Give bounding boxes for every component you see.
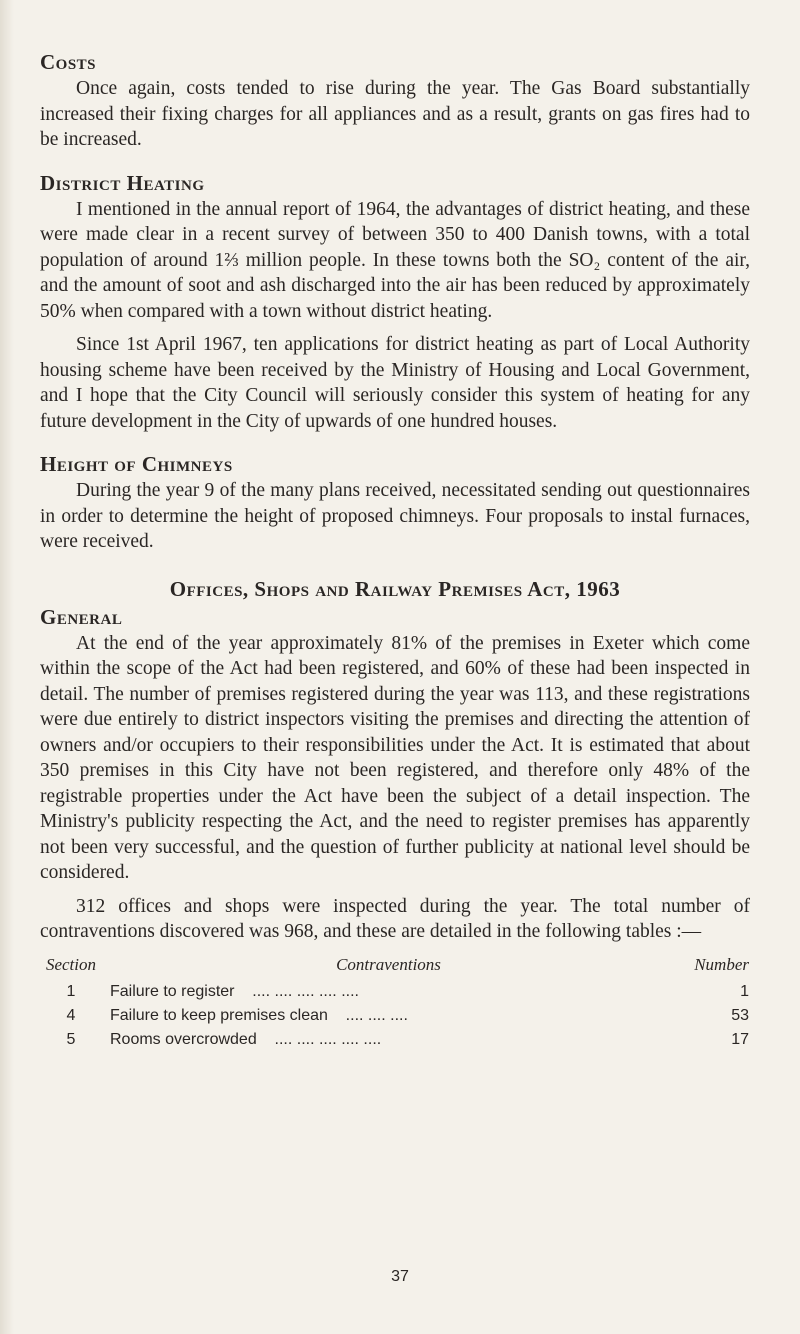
row-label: Failure to register xyxy=(110,982,235,1000)
para-district-heating-2: Since 1st April 1967, ten applications for district heating as part of Local Authority housing scheme have been received by the Ministry of Housing and Local Government, and I hope that the City Council will seriously consider this system of heating for any future development in the City of upwards of one hundred houses. xyxy=(40,334,750,432)
row-section: 1 xyxy=(66,982,76,1000)
para-costs: Once again, costs tended to rise during the year. The Gas Board substantially increased their fixing charges for all appliances and as a result, grants on gas fires had to be increased. xyxy=(40,78,750,150)
heading-offices-act: Offices, Shops and Railway Premises Act, 1963 xyxy=(169,576,621,601)
page-edge-shadow xyxy=(0,0,14,1334)
header-number: Number xyxy=(694,954,749,974)
page-number: 37 xyxy=(391,1268,409,1285)
para-district-heating-1: I mentioned in the annual report of 1964, the advantages of district heating, and these were made clear in a recent survey of between 350 to 400 Danish towns, with a total population of around 1⅔ million people. In these towns both the SO₂ content of the air, and the amount of soot and ash discharged into the air has been reduced by approximately 50% when compared with a town without district heating. xyxy=(40,198,750,322)
heading-costs: Costs xyxy=(40,50,97,74)
table-header-row xyxy=(40,953,750,980)
para-chimneys: During the year 9 of the many plans received, necessitated sending out questionnaires in order to determine the height of proposed chimneys. Four proposals to instal furnaces, were received. xyxy=(40,480,750,552)
document-page xyxy=(40,48,750,1052)
row-section: 4 xyxy=(66,1006,76,1024)
table-row xyxy=(40,1004,750,1028)
para-offices-act-1: At the end of the year approximately 81% of the premises in Exeter which come within the scope of the Act had been registered, and 60% of these had been inspected in detail. The number of premises registered during the year was 113, and these registrations were due entirely to district inspectors visiting the premises and directing the attention of owners and/or occupiers to their responsibilities under the Act. It is estimated that about 350 premises in this City have not been registered, and therefore only 48% of the registrable properties under the Act have been the subject of a detail inspection. The Ministry's publicity respecting the Act, and the need to register premises has apparently not been very successful, and the question of further publicity at national level should be considered. xyxy=(40,632,750,883)
table-row xyxy=(40,1028,750,1052)
row-number: 53 xyxy=(731,1006,749,1024)
row-label: Failure to keep premises clean xyxy=(110,1006,328,1024)
table-row xyxy=(40,980,750,1004)
header-section: Section xyxy=(45,954,97,974)
row-number: 17 xyxy=(731,1030,749,1048)
heading-chimneys: Height of Chimneys xyxy=(40,452,233,476)
subheading-general: General xyxy=(40,604,123,629)
para-offices-act-2: 312 offices and shops were inspected during the year. The total number of contraventions discovered was 968, and these are detailed in the following tables :— xyxy=(40,895,750,942)
row-section: 5 xyxy=(66,1030,76,1048)
row-leader: .... .... .... .... .... xyxy=(274,1030,382,1048)
row-leader: .... .... .... .... .... xyxy=(252,982,359,1000)
heading-district-heating: District Heating xyxy=(40,170,205,195)
row-label: Rooms overcrowded xyxy=(110,1030,257,1048)
header-contraventions: Contraventions xyxy=(336,954,441,974)
contraventions-table xyxy=(40,953,750,1052)
row-leader: .... .... .... xyxy=(345,1006,408,1024)
row-number: 1 xyxy=(740,982,749,1000)
